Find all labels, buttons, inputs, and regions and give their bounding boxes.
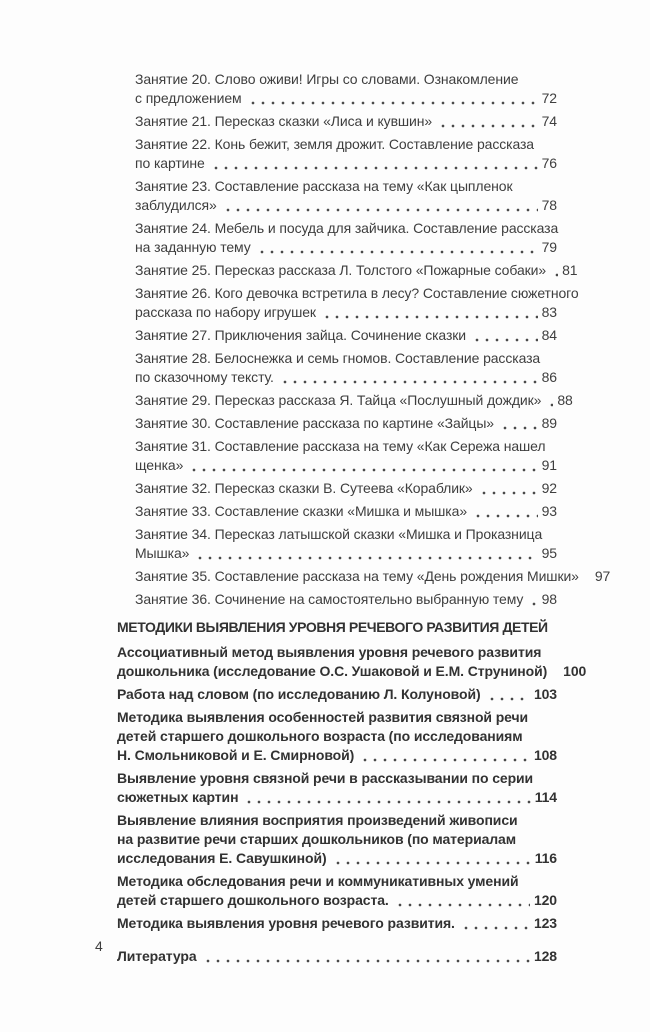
toc-page-number: 108	[533, 747, 557, 763]
toc-entry-text: Занятие 32. Пересказ сказки В. Сутеева «Кораблик»	[135, 480, 473, 496]
dot-leader	[547, 391, 553, 410]
toc-entry-line	[117, 708, 557, 727]
toc-entry-line	[135, 349, 557, 368]
toc-entry-line	[117, 662, 587, 681]
dot-leader	[244, 788, 530, 807]
dot-leader	[529, 590, 537, 609]
toc-entry	[135, 135, 557, 173]
toc-entry-text: Занятие 33. Составление сказки «Мишка и мышка»	[135, 503, 468, 519]
toc-entry-line	[117, 769, 557, 788]
toc-page-number: 97	[594, 568, 611, 584]
toc-entry-line	[135, 70, 557, 89]
dot-leader	[395, 891, 530, 910]
toc-entry-text: Занятие 35. Составление рассказа на тему «День рождения Мишки»	[135, 568, 579, 584]
toc-page-number: 76	[541, 155, 557, 171]
dot-leader	[280, 368, 538, 387]
toc-page-number: 86	[541, 369, 557, 385]
toc-entry-line	[135, 219, 557, 238]
toc-entry-line	[135, 303, 557, 322]
dot-leader	[461, 914, 530, 933]
toc-entry-text: Занятие 31. Составление рассказа на тему «Как Сережа нашел	[135, 438, 546, 454]
toc-entry-text: детей старшего дошкольного возраста (по исследованиям	[117, 728, 523, 744]
toc-entry-line	[117, 618, 557, 637]
dot-leader	[472, 326, 538, 345]
dot-leader	[553, 662, 559, 681]
toc-entry-line	[117, 746, 557, 765]
toc-entry-text: Методика выявления уровня речевого развития.	[117, 915, 455, 931]
toc-entry-line	[135, 177, 557, 196]
table-of-contents	[117, 70, 611, 970]
toc-entry-text: дошкольника (исследование О.С. Ушаковой и Е.М. Струниной)	[117, 663, 548, 679]
dot-leader	[189, 456, 537, 475]
toc-entry	[135, 326, 557, 345]
toc-entry-text: по картине	[135, 155, 205, 171]
toc-entry-line	[135, 112, 557, 131]
dot-leader	[257, 238, 538, 257]
toc-entry	[135, 70, 557, 108]
footer-page-number: 4	[95, 938, 103, 954]
toc-entry-text: Мышка»	[135, 545, 190, 561]
toc-entry-text: Литература	[117, 948, 197, 964]
dot-leader	[438, 112, 538, 131]
toc-entry-line	[135, 89, 557, 108]
toc-page-number: 92	[541, 480, 557, 496]
toc-entry	[135, 219, 557, 257]
toc-page-number: 95	[541, 545, 557, 561]
toc-entry	[135, 590, 557, 609]
toc-page-number: 88	[557, 392, 573, 408]
toc-page-number: 103	[533, 686, 557, 702]
toc-page-number: 79	[541, 239, 557, 255]
toc-page-number: 114	[534, 789, 557, 805]
toc-entry	[117, 685, 557, 704]
toc-page-number: 120	[533, 892, 557, 908]
toc-entry	[135, 391, 573, 410]
toc-page-number: 98	[541, 591, 557, 607]
toc-entry	[117, 914, 557, 933]
toc-entry-line	[117, 811, 557, 830]
toc-page-number: 78	[541, 197, 557, 213]
toc-entry-text: Методика обследования речи и коммуникативных умений	[117, 873, 519, 889]
toc-entry-text: с предложением	[135, 90, 242, 106]
toc-entry	[135, 349, 557, 387]
toc-entry-line	[135, 567, 611, 586]
toc-entry-text: Занятие 29. Пересказ рассказа Я. Тайца «Послушный дождик»	[135, 392, 542, 408]
toc-entry	[135, 261, 578, 280]
toc-entry-text: Н. Смольниковой и Е. Смирновой)	[117, 747, 355, 763]
toc-entry-line	[135, 590, 557, 609]
toc-entry-text: Выявление влияния восприятия произведений живописи	[117, 812, 518, 828]
toc-entry	[135, 284, 579, 322]
toc-entry	[135, 479, 557, 498]
toc-entry	[117, 769, 557, 807]
toc-entry-line	[135, 456, 557, 475]
toc-entry-text: Занятие 28. Белоснежка и семь гномов. Составление рассказа	[135, 350, 541, 366]
toc-entry-text: МЕТОДИКИ ВЫЯВЛЕНИЯ УРОВНЯ РЕЧЕВОГО РАЗВИТИЯ ДЕТЕЙ	[117, 619, 548, 635]
toc-entry-line	[135, 284, 579, 303]
toc-entry-line	[135, 544, 557, 563]
toc-entry-line	[117, 788, 557, 807]
toc-entry-text: Занятие 34. Пересказ латышской сказки «Мишка и Проказница	[135, 526, 543, 542]
toc-entry-line	[135, 238, 557, 257]
toc-entry	[135, 525, 557, 563]
toc-entry-text: Занятие 23. Составление рассказа на тему «Как цыпленок	[135, 178, 513, 194]
toc-entry-text: на заданную тему	[135, 239, 251, 255]
toc-entry-line	[117, 849, 557, 868]
toc-entry-text: Занятие 27. Приключения зайца. Сочинение сказки	[135, 327, 467, 343]
toc-entry-text: Ассоциативный метод выявления уровня речевого развития	[117, 644, 542, 660]
toc-entry-text: заблудился»	[135, 197, 217, 213]
toc-page-number: 74	[541, 113, 557, 129]
dot-leader	[203, 947, 530, 966]
toc-page-number: 93	[541, 503, 557, 519]
toc-page-number: 128	[533, 948, 557, 964]
toc-entry-line	[135, 368, 557, 387]
toc-entry-line	[135, 154, 557, 173]
dot-leader	[195, 544, 537, 563]
toc-entry-line	[135, 391, 573, 410]
toc-entry-line	[117, 914, 557, 933]
toc-entry-text: Занятие 24. Мебель и посуда для зайчика. Составление рассказа	[135, 220, 559, 236]
toc-entry	[135, 177, 557, 215]
toc-entry-line	[135, 261, 578, 280]
dot-leader	[500, 414, 538, 433]
toc-entry-line	[135, 414, 557, 433]
dot-leader	[585, 567, 591, 586]
dot-leader	[487, 685, 530, 704]
toc-entry-line	[117, 872, 557, 891]
toc-entry-line	[117, 643, 557, 662]
toc-page-number: 84	[541, 327, 557, 343]
toc-entry-text: Работа над словом (по исследованию Л. Колуновой)	[117, 686, 481, 702]
toc-entry	[117, 947, 557, 966]
toc-entry-line	[135, 326, 557, 345]
toc-entry-line	[135, 525, 557, 544]
toc-entry-text: детей старшего дошкольного возраста.	[117, 892, 389, 908]
toc-entry-text: на развитие речи старших дошкольников (по материалам	[117, 831, 517, 847]
dot-leader	[333, 849, 531, 868]
toc-entry-line	[117, 947, 557, 966]
toc-entry	[117, 811, 557, 868]
dot-leader	[322, 303, 538, 322]
toc-entry	[135, 502, 557, 521]
toc-entry-text: Выявление уровня связной речи в рассказывании по серии	[117, 770, 534, 786]
toc-entry-text: рассказа по набору игрушек	[135, 304, 316, 320]
dot-leader	[223, 196, 538, 215]
toc-page-number: 89	[541, 415, 557, 431]
toc-entry	[135, 437, 557, 475]
toc-entry-text: исследования Е. Савушкиной)	[117, 850, 327, 866]
dot-leader	[473, 502, 538, 521]
toc-entry-text: Занятие 30. Составление рассказа по картине «Зайцы»	[135, 415, 494, 431]
toc-entry	[117, 872, 557, 910]
toc-entry-line	[135, 502, 557, 521]
toc-page-number: 81	[562, 262, 578, 278]
toc-entry	[117, 643, 587, 681]
dot-leader	[552, 261, 558, 280]
dot-leader	[248, 89, 538, 108]
toc-entry-text: Занятие 25. Пересказ рассказа Л. Толстого «Пожарные собаки»	[135, 262, 547, 278]
toc-entry	[135, 112, 557, 131]
dot-leader	[211, 154, 538, 173]
toc-entry	[135, 414, 557, 433]
toc-entry-text: по сказочному тексту.	[135, 369, 274, 385]
toc-page-number: 72	[541, 90, 557, 106]
toc-entry-text: Занятие 22. Конь бежит, земля дрожит. Составление рассказа	[135, 136, 534, 152]
toc-entry-line	[135, 437, 557, 456]
toc-entry-line	[117, 830, 557, 849]
toc-entry-line	[135, 196, 557, 215]
toc-entry-text: Занятие 36. Сочинение на самостоятельно выбранную тему	[135, 591, 524, 607]
toc-entry-line	[117, 727, 557, 746]
toc-page-number: 100	[563, 663, 587, 679]
toc-section-heading	[117, 618, 557, 637]
toc-entry-text: Занятие 20. Слово оживи! Игры со словами. Ознакомление	[135, 71, 519, 87]
toc-entry-line	[117, 685, 557, 704]
toc-entry-line	[135, 135, 557, 154]
dot-leader	[479, 479, 538, 498]
toc-page-number: 83	[541, 304, 557, 320]
toc-entry-line	[135, 479, 557, 498]
toc-page-number: 116	[534, 850, 557, 866]
dot-leader	[360, 746, 530, 765]
toc-entry-line	[117, 891, 557, 910]
toc-entry-text: Занятие 26. Кого девочка встретила в лесу? Составление сюжетного	[135, 285, 579, 301]
toc-page-number: 123	[533, 915, 557, 931]
toc-entry-text: Занятие 21. Пересказ сказки «Лиса и кувшин»	[135, 113, 433, 129]
toc-entry-text: щенка»	[135, 457, 184, 473]
toc-entry-text: Методика выявления особенностей развития связной речи	[117, 709, 529, 725]
toc-page-number: 91	[541, 457, 557, 473]
toc-entry-text: сюжетных картин	[117, 789, 239, 805]
toc-entry	[117, 708, 557, 765]
toc-entry	[135, 567, 611, 586]
